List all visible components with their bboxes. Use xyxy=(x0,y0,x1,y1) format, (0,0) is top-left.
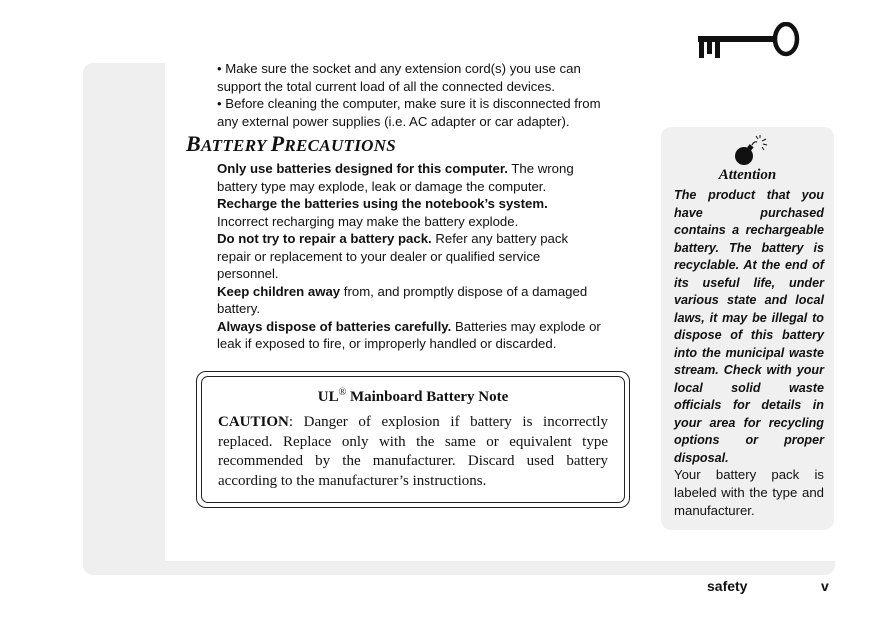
precaution-heading: Do not try to repair a battery pack. xyxy=(217,231,432,246)
attention-title: Attention xyxy=(718,167,777,183)
precaution-text: The wrong battery type may explode, leak or damage the computer. xyxy=(217,161,574,194)
precaution-item xyxy=(217,160,602,195)
precaution-text: Incorrect recharging may make the battery explode. xyxy=(217,213,519,229)
precaution-item xyxy=(217,318,602,353)
bullet-item: • Make sure the socket and any extension cord(s) you use can support the total current load of all the connected devices. xyxy=(217,61,581,94)
note-title-suffix: Mainboard Battery Note xyxy=(346,389,509,405)
caution-label: CAUTION xyxy=(218,414,289,430)
note-body xyxy=(218,413,608,491)
footer-section-name: safety xyxy=(707,578,748,594)
ul-battery-note-box xyxy=(196,371,630,508)
precaution-heading: Keep children away xyxy=(217,283,341,299)
precaution-text: from, and promptly dispose of a damaged battery. xyxy=(217,283,588,316)
title-initial: B xyxy=(186,131,201,156)
note-inner-border xyxy=(201,376,625,503)
precaution-heading: Always dispose of batteries carefully. xyxy=(217,318,452,334)
attention-footer-text: Your battery pack is labeled with the type and manufacturer. xyxy=(674,467,824,518)
caution-text: : Danger of explosion if battery is incorrectly replaced. Replace only with the same or equivalent type recommended by the manufacturer. Discard used battery according to the manufacturer’s instructions. xyxy=(218,414,608,489)
title-initial: P xyxy=(270,131,285,156)
note-title-prefix: UL xyxy=(317,389,339,405)
precaution-heading: Only use batteries designed for this computer. xyxy=(217,161,508,176)
precaution-item xyxy=(217,230,602,283)
bottom-margin-panel xyxy=(83,561,835,575)
note-title xyxy=(202,387,624,406)
title-word: ATTERY xyxy=(200,136,267,155)
precaution-item xyxy=(217,283,602,318)
title-word: RECAUTIONS xyxy=(284,136,397,155)
section-title xyxy=(186,131,396,157)
side-margin-panel xyxy=(83,63,165,575)
key-icon xyxy=(696,22,802,62)
attention-body: The product that you have purchased contains a rechargeable battery. The battery is recyclable. At the end of its useful life, under various state and local laws, it may be illegal to dispose of this battery into the municipal waste stream. Check with your local solid waste officials for details in your area for recycling options or proper disposal. xyxy=(674,188,824,465)
precaution-text: Batteries may explode or leak if exposed to fire, or improperly handled or discarded. xyxy=(217,318,601,351)
bullet-list xyxy=(217,60,609,130)
precaution-item xyxy=(217,195,602,230)
footer-page-number: v xyxy=(821,578,829,594)
bullet-item: • Before cleaning the computer, make sure it is disconnected from any external power supplies (i.e. AC adapter or car adapter). xyxy=(217,96,601,129)
precaution-heading: Recharge the batteries using the notebook’s system. xyxy=(217,196,548,211)
precautions-list xyxy=(217,160,602,353)
precaution-text: Refer any battery pack repair or replacement to your dealer or qualified service personnel. xyxy=(217,231,569,281)
attention-sidebar xyxy=(661,127,834,530)
bomb-icon xyxy=(733,135,769,167)
registered-mark: ® xyxy=(338,387,347,398)
